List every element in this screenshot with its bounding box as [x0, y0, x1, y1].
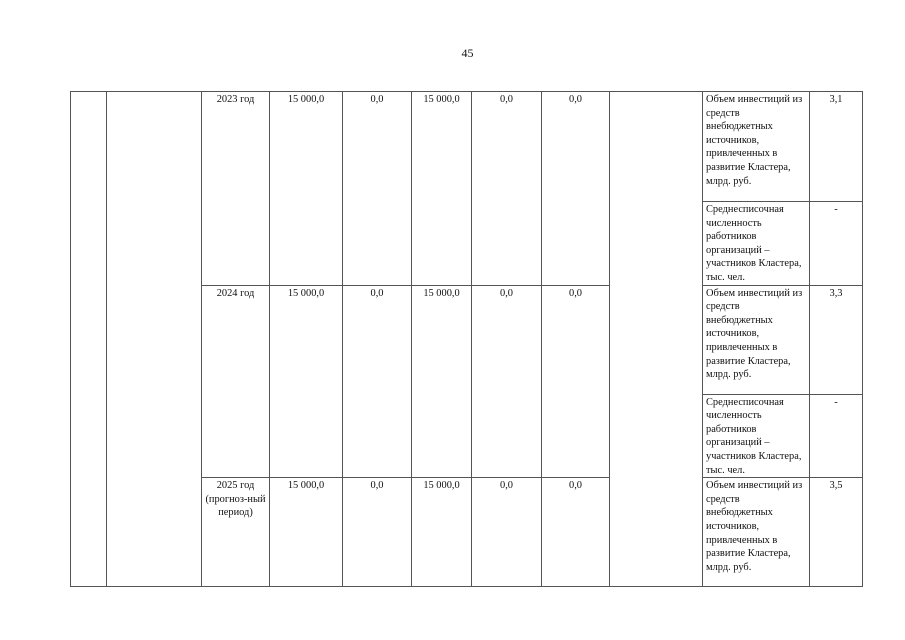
indicator-name: Объем инвестиций из средств внебюджетных источников, привлеченных в развитие Кластера, млрд. руб. — [703, 285, 810, 394]
value-cell: 0,0 — [343, 285, 412, 478]
value-cell: 0,0 — [472, 92, 542, 286]
value-cell: 0,0 — [542, 285, 610, 478]
indicator-name: Среднесписочная численность работников организаций – участников Кластера, тыс. чел. — [703, 394, 810, 478]
table-row — [71, 92, 863, 202]
indicator-value: 3,3 — [810, 285, 863, 394]
value-cell: 0,0 — [542, 92, 610, 286]
blank-cell-number — [71, 92, 107, 587]
budget-table — [70, 91, 863, 587]
blank-cell-executor — [610, 92, 703, 587]
value-cell: 0,0 — [343, 92, 412, 286]
indicator-value: 3,5 — [810, 478, 863, 587]
indicator-value: - — [810, 394, 863, 478]
indicator-value: - — [810, 202, 863, 286]
value-cell: 0,0 — [542, 478, 610, 587]
value-cell: 0,0 — [472, 478, 542, 587]
total-cell: 15 000,0 — [270, 478, 343, 587]
total-cell: 15 000,0 — [270, 92, 343, 286]
value-cell: 15 000,0 — [412, 285, 472, 478]
year-cell: 2023 год — [202, 92, 270, 286]
indicator-name: Объем инвестиций из средств внебюджетных источников, привлеченных в развитие Кластера, млрд. руб. — [703, 92, 810, 202]
indicator-name: Объем инвестиций из средств внебюджетных источников, привлеченных в развитие Кластера, млрд. руб. — [703, 478, 810, 587]
blank-cell-measure — [107, 92, 202, 587]
year-cell: 2025 год (прогноз-ный период) — [202, 478, 270, 587]
year-cell: 2024 год — [202, 285, 270, 478]
value-cell: 0,0 — [343, 478, 412, 587]
value-cell: 0,0 — [472, 285, 542, 478]
page-number: 45 — [461, 46, 474, 60]
indicator-value: 3,1 — [810, 92, 863, 202]
value-cell: 15 000,0 — [412, 92, 472, 286]
indicator-name: Среднесписочная численность работников организаций – участников Кластера, тыс. чел. — [703, 202, 810, 286]
value-cell: 15 000,0 — [412, 478, 472, 587]
total-cell: 15 000,0 — [270, 285, 343, 478]
